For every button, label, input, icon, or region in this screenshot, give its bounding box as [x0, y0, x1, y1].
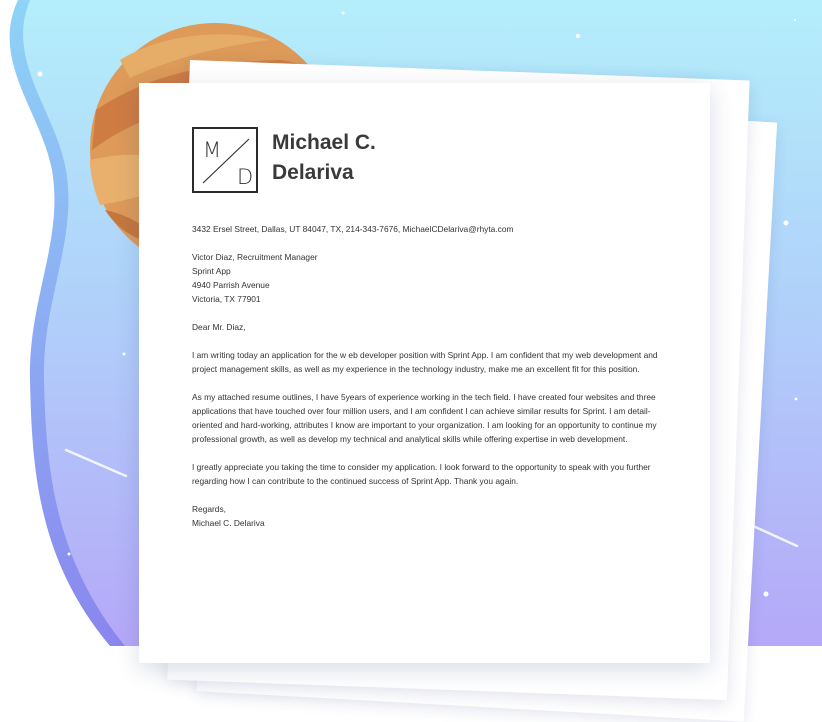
monogram-left-letter: M: [203, 138, 222, 162]
applicant-name: [272, 128, 376, 188]
recipient-line: Victor Diaz, Recruitment Manager: [192, 252, 318, 262]
cover-letter-page: [139, 83, 710, 663]
recipient-line: Sprint App: [192, 266, 231, 276]
recipient-line: 4940 Parrish Avenue: [192, 280, 270, 290]
monogram-logo: [192, 127, 258, 193]
recipient-block: [192, 250, 662, 306]
name-line-1: Michael C.: [272, 131, 376, 154]
contact-line: 3432 Ersel Street, Dallas, UT 84047, TX, 214-343-7676, MichaelCDelariva@rhyta.com: [192, 224, 514, 234]
closing-regards: Regards,: [192, 504, 226, 514]
salutation: Dear Mr. Diaz,: [192, 322, 246, 332]
monogram-right-letter: D: [237, 165, 254, 189]
paragraph-intro: I am writing today an application for the w eb developer position with Sprint App. I am confident that my web development and project management skills, as well as my experience in the technology industry, make me an excellent fit for this position.: [192, 350, 658, 374]
closing-block: [192, 502, 662, 530]
letter-body: [192, 222, 662, 530]
paragraph-experience: As my attached resume outlines, I have 5years of experience working in the tech field. I have created four websites and three applications that have touched over four million users, and I am confident I can achieve similar results for Sprint. I am detail-oriented and hard-working, attributes I know are important to your organization. I am looking for an opportunity to continue my professional growth, as well as develop my technical and analytical skills while offering expertise in web development.: [192, 392, 657, 444]
name-line-2: Delariva: [272, 161, 354, 184]
recipient-line: Victoria, TX 77901: [192, 294, 261, 304]
signature-name: Michael C. Delariva: [192, 518, 265, 528]
paragraph-thanks: I greatly appreciate you taking the time to consider my application. I look forward to the opportunity to speak with you further regarding how I can contribute to the continued success of Sprint App. Thank you again.: [192, 462, 651, 486]
